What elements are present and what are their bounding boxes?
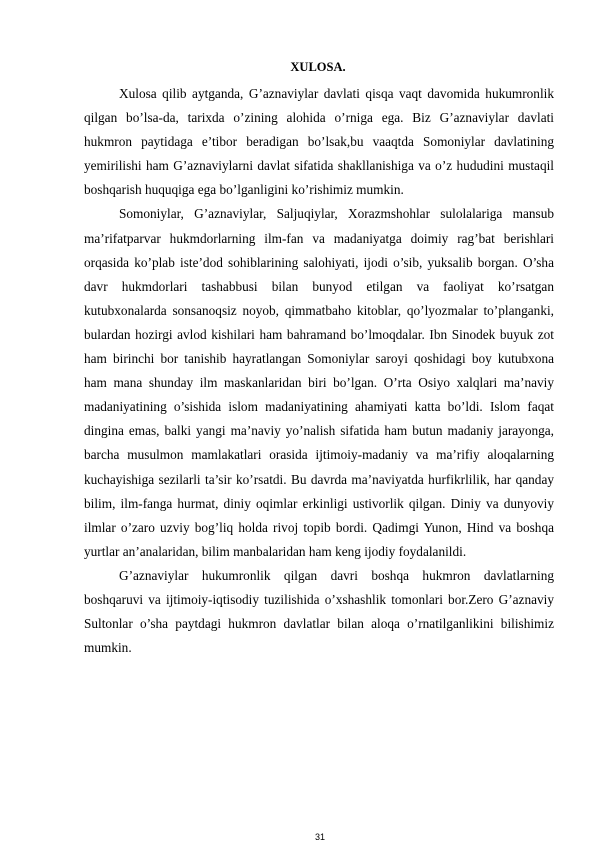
paragraph-conclusion-intro: Xulosa qilib aytganda, G’aznaviylar davlati qisqa vaqt davomida hukumronlik qilgan bo’lsa-da, tarixda o’zining alohida o’rniga ega. Biz G’aznaviylar davlati hukmron paytidaga e’tibor beradigan bo’lsak,bu vaaqtda Somoniylar davlatining yemirilishi ham G’aznaviylarni davlat sifatida shakllanishiga va o’z hududini mustaqil boshqarish huquqiga ega bo’lganligini ko’rishimiz mumkin. <box>84 86 554 198</box>
paragraph-cultural-heritage: Somoniylar, G’aznaviylar, Saljuqiylar, Xorazmshohlar sulolalariga mansub ma’rifatparvar hukmdorlarning ilm-fan va madaniyatga doimiy rag’bat berishlari orqasida ko’plab iste’dod sohiblarining salohiyati, ijodi o’sib, yuksalib borgan. O’sha davr hukmdorlari tashabbusi bilan bunyod etilgan va faoliyat ko’rsatgan kutubxonalarda sonsanoqsiz noyob, qimmatbaho kitoblar, qo’lyozmalar to’planganki, bulardan hozirgi avlod kishilari ham bahramand bo’lmoqdalar. Ibn Sinodek buyuk zot ham birinchi bor tanishib hayratlangan Somoniylar saroyi qoshidagi boy kutubxona ham mana shunday ilm maskanlaridan biri bo’lgan. O’rta Osiyo xalqlari ma’naviy madaniyatining o’sishida islom madaniyatining ahamiyati katta bo’ldi. Islom faqat dingina emas, balki yangi ma’naviy yo’nalish sifatida ham butun madaniy jarayonga, barcha musulmon mamlakatlari orasida ijtimoiy-madaniy va ma’rifiy aloqalarning kuchayishiga sezilarli ta’sir ko’rsatdi. Bu davrda ma’naviyatda hurfikrlilik, har qanday bilim, ilm-fanga hurmat, diniy oqimlar erkinligi ustivorlik qilgan. Diniy va dunyoviy ilmlar o’zaro uzviy bog’liq holda rivoj topib bordi. Qadimgi Yunon, Hind va boshqa yurtlar an’analaridan, bilim manbalaridan ham keng ijodiy foydalanildi. <box>84 206 554 559</box>
page-title: XULOSA. <box>290 60 346 74</box>
paragraph-governance: G’aznaviylar hukumronlik qilgan davri boshqa hukmron davlatlarning boshqaruvi va ijtimoiy-iqtisodiy tuzilishida o’xshashlik tomonlari bor.Zero G’aznaviy Sultonlar o’sha paytdagi hukmron davlatlar bilan aloqa o’rnatilganlikini bilishimiz mumkin. <box>84 567 554 656</box>
body-text <box>84 82 554 660</box>
page-number: 31 <box>314 832 325 842</box>
